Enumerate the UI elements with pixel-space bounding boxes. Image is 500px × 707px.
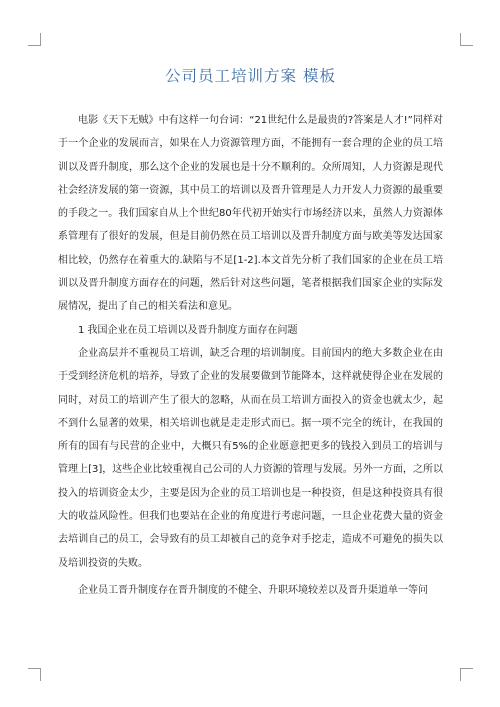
section-1-paragraph-2: 企业员工晋升制度存在晋升制度的不健全、升职环境较差以及晋升渠道单一等问 [78, 584, 428, 596]
crop-mark-top-right [460, 33, 473, 46]
crop-mark-bottom-left [28, 668, 41, 681]
section-heading-1: 1 我国企业在员工培训以及晋升制度方面存在问题 [78, 324, 298, 336]
crop-mark-top-left [28, 33, 41, 46]
document-title: 公司员工培训方案 模板 [165, 67, 336, 85]
section-1-paragraph-1: 企业高层并不重视员工培训，缺乏合理的培训制度。目前国内的绝大多数企业在由于受到经济危机的培养，导致了企业的发展要做到节能降本，这样就使得企业在发展的同时，对员工的培训产生了很大的忽略，从而在员工培训方面投入的资金也就太少，起不到什么显著的效果，相关培训也就是走走形式而已。据一项不完全的统计，在我国的所有的国有与民营的企业中，大概只有5%的企业愿意把更多的钱投入到员工的培训与管理上[3]，这些企业比较重视自己公司的人力资源的管理与发展。另外一方面，之所以投入的培训资金太少，主要是因为企业的员工培训也是一种投资，但是这种投资具有很大的收益风险性。但我们也要站在企业的角度进行考虑问题，一旦企业花费大量的资金去培训自己的员工，会导致有的员工却被自己的竞争对手挖走，造成不可避免的损失以及培训投资的失败。 [58, 347, 443, 569]
intro-paragraph: 电影《天下无贼》中有这样一句台词：“21世纪什么是最贵的?答案是人才!”同样对于一个企业的发展而言，如果在人力资源管理方面，不能拥有一套合理的企业的员工培训以及晋升制度，那么这个企业的发展也是十分不顺利的。众所周知，人力资源是现代社会经济发展的第一资源，其中员工的培训以及晋升管理是人力开发人力资源的最重要的手段之一。我们国家自从上个世纪80年代初开始实行市场经济以来，虽然人力资源体系管理有了很好的发展，但是目前仍然在员工培训以及晋升制度方面与欧美等发达国家相比较，仍然存在着重大的.缺陷与不足[1-2].本文首先分析了我们国家的企业在员工培训以及晋升制度方面存在的问题，然后针对这些问题，笔者根据我们国家企业的实际发展情况，提出了自己的相关看法和意见。 [58, 115, 443, 313]
crop-mark-bottom-right [460, 668, 473, 681]
document-page [58, 64, 443, 602]
